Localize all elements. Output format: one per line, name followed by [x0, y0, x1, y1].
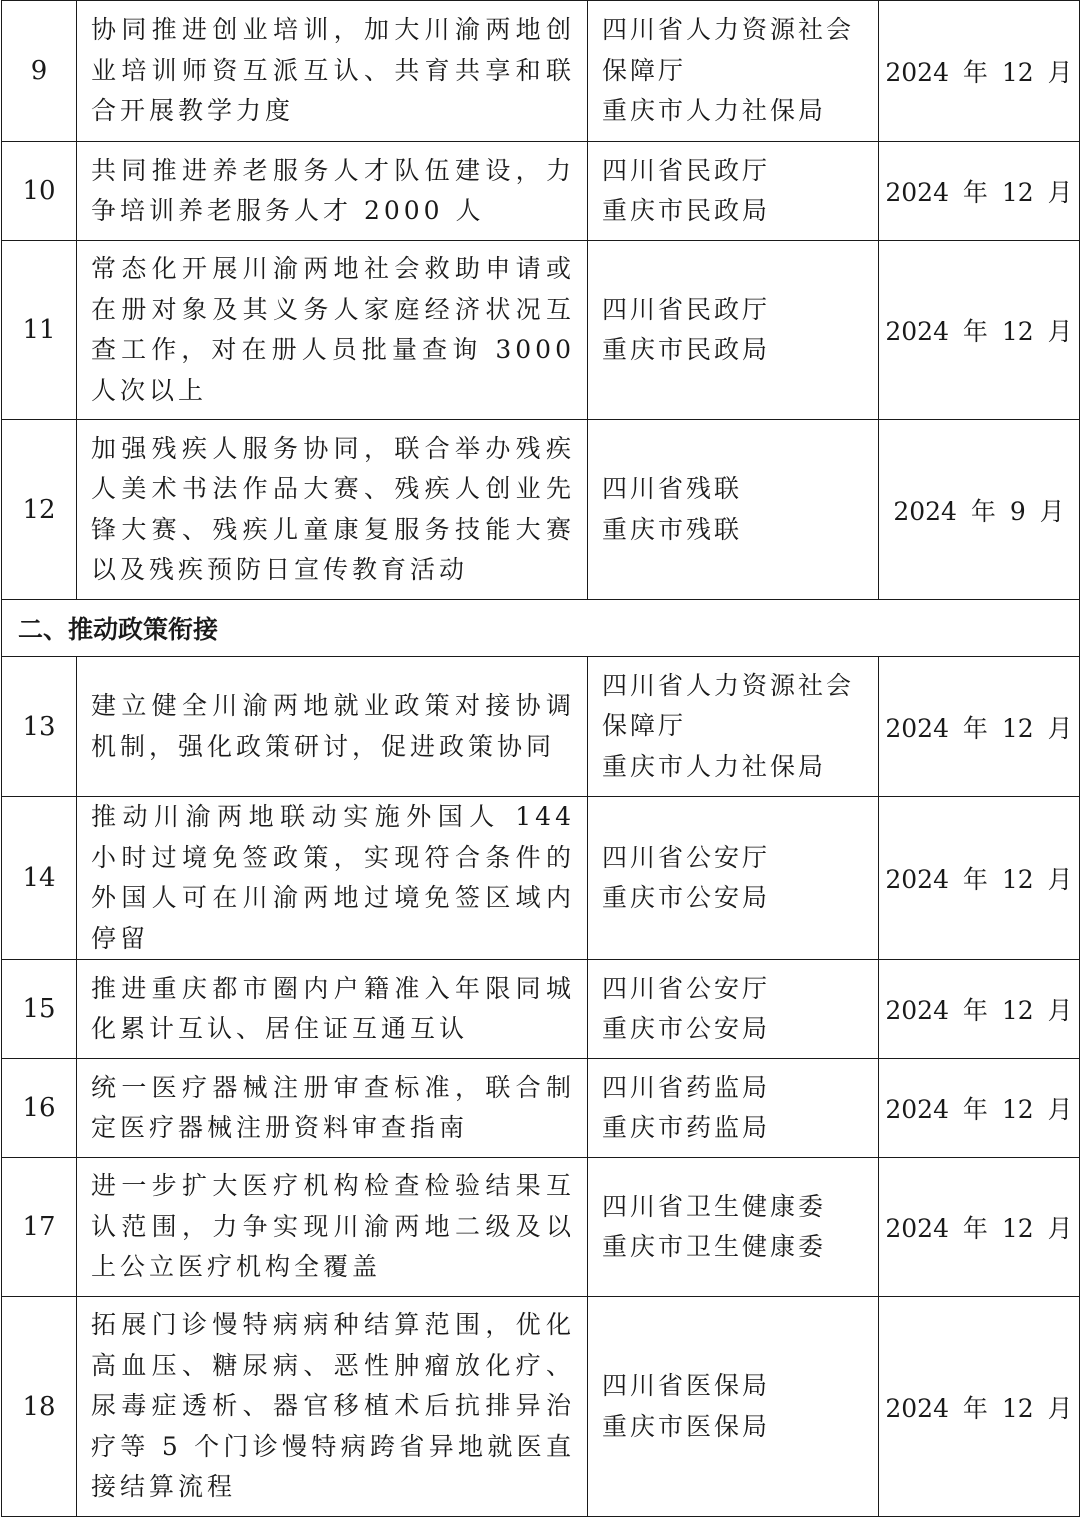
responsible-departments	[588, 657, 879, 797]
table-row	[2, 420, 1080, 600]
department-name: 四川省公安厅	[602, 973, 771, 1003]
task-description: 推动川渝两地联动实施外国人 144 小时过境免签政策，实现符合条件的外国人可在川渝两地过境免签区域内停留	[77, 797, 588, 960]
completion-date: 2024 年 12 月	[879, 1297, 1080, 1517]
department-name: 重庆市人力社保局	[602, 96, 827, 126]
row-number: 11	[2, 241, 77, 420]
completion-date: 2024 年 12 月	[879, 797, 1080, 960]
section-b	[2, 600, 1080, 657]
department-name: 重庆市民政局	[602, 196, 771, 225]
task-description: 推进重庆都市圈内户籍准入年限同城化累计互认、居住证互通互认	[77, 960, 588, 1059]
department-name: 四川省残联	[602, 474, 743, 503]
department-name: 重庆市药监局	[602, 1113, 771, 1142]
table-row	[2, 1158, 1080, 1297]
department-name: 四川省医保局	[602, 1371, 771, 1400]
table-row	[2, 960, 1080, 1059]
department-name: 重庆市残联	[602, 514, 743, 544]
department-name: 四川省药监局	[602, 1072, 771, 1102]
department-name: 重庆市公安局	[602, 1014, 771, 1043]
row-number: 13	[2, 657, 77, 797]
completion-date: 2024 年 12 月	[879, 657, 1080, 797]
department-name: 重庆市卫生健康委	[602, 1232, 827, 1261]
row-number: 12	[2, 420, 77, 600]
department-name: 重庆市人力社保局	[602, 751, 827, 781]
task-description: 常态化开展川渝两地社会救助申请或在册对象及其义务人家庭经济状况互查工作，对在册人员批量查询 3000 人次以上	[77, 241, 588, 420]
completion-date: 2024 年 12 月	[879, 1059, 1080, 1158]
row-number: 9	[2, 1, 77, 142]
row-number: 14	[2, 797, 77, 960]
table-row	[2, 1, 1080, 142]
table-row	[2, 657, 1080, 797]
task-description: 统一医疗器械注册审查标准，联合制定医疗器械注册资料审查指南	[77, 1059, 588, 1158]
task-description: 拓展门诊慢特病病种结算范围，优化高血压、糖尿病、恶性肿瘤放化疗、尿毒症透析、器官移植术后抗排异治疗等 5 个门诊慢特病跨省异地就医直接结算流程	[77, 1297, 588, 1517]
responsible-departments	[588, 797, 879, 960]
task-description: 加强残疾人服务协同，联合举办残疾人美术书法作品大赛、残疾人创业先锋大赛、残疾儿童康复服务技能大赛以及残疾预防日宣传教育活动	[77, 420, 588, 600]
task-description: 协同推进创业培训，加大川渝两地创业培训师资互派互认、共育共享和联合开展教学力度	[77, 1, 588, 142]
responsible-departments	[588, 420, 879, 600]
department-name: 四川省人力资源社会保障厅	[602, 670, 855, 741]
table-row	[2, 142, 1080, 241]
row-number: 18	[2, 1297, 77, 1517]
department-name: 四川省公安厅	[602, 842, 771, 872]
row-number: 15	[2, 960, 77, 1059]
section-title: 二、推动政策衔接	[2, 600, 1080, 657]
task-table	[1, 0, 1080, 1517]
row-number: 10	[2, 142, 77, 241]
completion-date: 2024 年 12 月	[879, 241, 1080, 420]
department-name: 重庆市公安局	[602, 883, 771, 912]
completion-date: 2024 年 12 月	[879, 960, 1080, 1059]
department-name: 四川省人力资源社会保障厅	[602, 15, 855, 85]
department-name: 四川省民政厅	[602, 294, 771, 324]
row-number: 16	[2, 1059, 77, 1158]
table-body-b	[2, 657, 1080, 1517]
row-number: 17	[2, 1158, 77, 1297]
table-row	[2, 241, 1080, 420]
table-row	[2, 1059, 1080, 1158]
responsible-departments	[588, 1297, 879, 1517]
responsible-departments	[588, 1, 879, 142]
task-description: 共同推进养老服务人才队伍建设，力争培训养老服务人才 2000 人	[77, 142, 588, 241]
completion-date: 2024 年 12 月	[879, 142, 1080, 241]
completion-date: 2024 年 9 月	[879, 420, 1080, 600]
table-body-a	[2, 1, 1080, 600]
table-row	[2, 1297, 1080, 1517]
responsible-departments	[588, 241, 879, 420]
department-name: 四川省卫生健康委	[602, 1191, 827, 1221]
task-description: 进一步扩大医疗机构检查检验结果互认范围，力争实现川渝两地二级及以上公立医疗机构全覆盖	[77, 1158, 588, 1297]
table-row	[2, 797, 1080, 960]
completion-date: 2024 年 12 月	[879, 1158, 1080, 1297]
responsible-departments	[588, 960, 879, 1059]
section-header-row	[2, 600, 1080, 657]
department-name: 重庆市医保局	[602, 1411, 771, 1441]
responsible-departments	[588, 1059, 879, 1158]
completion-date: 2024 年 12 月	[879, 1, 1080, 142]
responsible-departments	[588, 1158, 879, 1297]
department-name: 重庆市民政局	[602, 335, 771, 364]
department-name: 四川省民政厅	[602, 155, 771, 185]
task-description: 建立健全川渝两地就业政策对接协调机制，强化政策研讨，促进政策协同	[77, 657, 588, 797]
responsible-departments	[588, 142, 879, 241]
